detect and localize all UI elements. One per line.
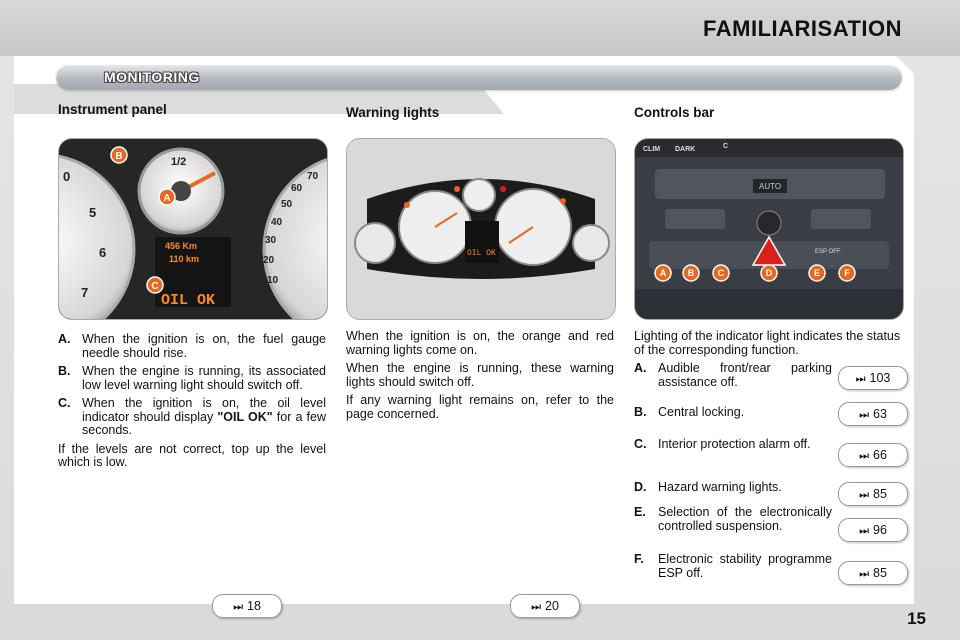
ref-number: 18: [247, 599, 261, 613]
item-label: E.: [634, 505, 646, 519]
item-label: C.: [58, 396, 71, 410]
ref-number: 85: [873, 487, 887, 501]
item-text: Audible front/rear parking assistance off.: [658, 361, 832, 389]
marker-b: B: [687, 268, 695, 278]
item-text: Electronic stability programme ESP off.: [658, 552, 832, 580]
page-ref-link[interactable]: [510, 594, 580, 618]
fast-forward-icon: ⏭: [859, 450, 869, 462]
page-ref-link[interactable]: [838, 402, 908, 426]
oil-level-display: OIL OK: [161, 292, 216, 309]
item-label: A.: [58, 332, 71, 346]
ref-number: 103: [869, 371, 891, 385]
paragraph: When the ignition is on, the orange and red warning lights come on.: [346, 329, 614, 357]
paragraph: When the engine is running, these warning lights should switch off.: [346, 361, 614, 389]
page-ref-link[interactable]: [838, 482, 908, 506]
item-text-bold: "OIL OK": [217, 409, 273, 424]
list-item: [58, 365, 326, 392]
page-ref-link[interactable]: [838, 366, 908, 390]
item-text: When the engine is running, its associated low level warning light should switch off.: [82, 364, 326, 392]
item-label: D.: [634, 480, 647, 494]
warning-lights-heading: Warning lights: [346, 105, 440, 120]
instrument-panel-photo: [58, 138, 328, 320]
marker-a: A: [163, 193, 171, 204]
marker-b: B: [115, 151, 123, 162]
list-item: [58, 333, 326, 360]
controls-bar-heading: Controls bar: [634, 105, 715, 120]
item-text: for a few seconds.: [82, 409, 326, 437]
page-ref-link[interactable]: [838, 518, 908, 542]
button-label: ESP OFF: [815, 249, 841, 255]
list-item: [634, 406, 832, 420]
tacho-tick-label: 0: [63, 169, 71, 184]
speed-tick-label: 60: [291, 183, 303, 194]
page-ref-link[interactable]: [838, 443, 908, 467]
list-item: [634, 481, 832, 495]
marker-f: F: [844, 268, 850, 278]
marker-c: C: [717, 268, 725, 278]
list-item: [634, 438, 832, 452]
warning-lights-photo: [346, 138, 616, 320]
marker-e: E: [813, 268, 821, 278]
item-text: When the ignition is on, the fuel gauge needle should rise.: [82, 332, 326, 360]
warning-lights-text: [346, 330, 614, 426]
page-title: FAMILIARISATION: [703, 16, 902, 41]
item-text: Central locking.: [658, 405, 745, 419]
section-title: MONITORING: [104, 69, 200, 85]
page-ref-link[interactable]: [838, 561, 908, 585]
tacho-tick-label: 6: [99, 245, 107, 260]
item-text: Interior protection alarm off.: [658, 437, 811, 451]
item-text: Hazard warning lights.: [658, 480, 782, 494]
fast-forward-icon: ⏭: [859, 525, 869, 537]
instrument-panel-heading: Instrument panel: [58, 102, 167, 117]
controls-bar-photo: [634, 138, 904, 320]
button-label: C: [723, 143, 729, 150]
item-label: F.: [634, 552, 644, 566]
page-ref-link[interactable]: [212, 594, 282, 618]
fast-forward-icon: ⏭: [859, 568, 869, 580]
list-item: [634, 553, 832, 580]
list-item: [634, 362, 832, 389]
fuel-gauge-half-label: 1/2: [171, 156, 187, 168]
trip-reading: 110 km: [169, 254, 200, 264]
list-item: [58, 397, 326, 438]
fast-forward-icon: ⏭: [859, 409, 869, 421]
fast-forward-icon: ⏭: [531, 601, 541, 613]
item-label: B.: [634, 405, 647, 419]
speed-tick-label: 30: [265, 235, 277, 246]
controls-bar-intro: Lighting of the indicator light indicates the status of the corresponding function.: [634, 329, 901, 357]
speed-tick-label: 20: [263, 255, 275, 266]
tacho-tick-label: 7: [81, 285, 89, 300]
speed-tick-label: 40: [271, 217, 283, 228]
ref-number: 85: [873, 566, 887, 580]
speed-tick-label: 50: [281, 199, 293, 210]
instrument-panel-text: [58, 333, 326, 475]
page-number: 15: [907, 609, 926, 628]
oil-level-display: OIL OK: [467, 249, 496, 258]
speed-tick-label: 10: [267, 275, 279, 286]
item-label: C.: [634, 437, 647, 451]
item-text: Selection of the electronically controlled suspension.: [658, 505, 832, 533]
fast-forward-icon: ⏭: [855, 373, 866, 385]
ref-number: 63: [873, 407, 887, 421]
ref-number: 96: [873, 523, 887, 537]
fast-forward-icon: ⏭: [859, 489, 869, 501]
marker-c: C: [151, 281, 159, 292]
odometer-reading: 456 Km: [165, 241, 198, 251]
marker-a: A: [659, 268, 667, 278]
ref-number: 66: [873, 448, 887, 462]
item-label: B.: [58, 364, 71, 378]
item-label: A.: [634, 361, 647, 375]
item-text: When the ignition is on, the oil level indicator should display: [82, 396, 326, 424]
section-bar: [56, 64, 902, 90]
note-text: If the levels are not correct, top up the level which is low.: [58, 441, 326, 469]
button-label: CLIM: [643, 146, 661, 153]
fast-forward-icon: ⏭: [233, 601, 243, 613]
list-item: [634, 506, 832, 533]
ref-number: 20: [545, 599, 559, 613]
button-label: DARK: [675, 146, 696, 153]
marker-d: D: [765, 268, 773, 278]
paragraph: If any warning light remains on, refer to the page concerned.: [346, 393, 614, 421]
tacho-tick-label: 5: [89, 205, 97, 220]
button-label: AUTO: [759, 182, 782, 191]
speed-tick-label: 70: [307, 171, 319, 182]
